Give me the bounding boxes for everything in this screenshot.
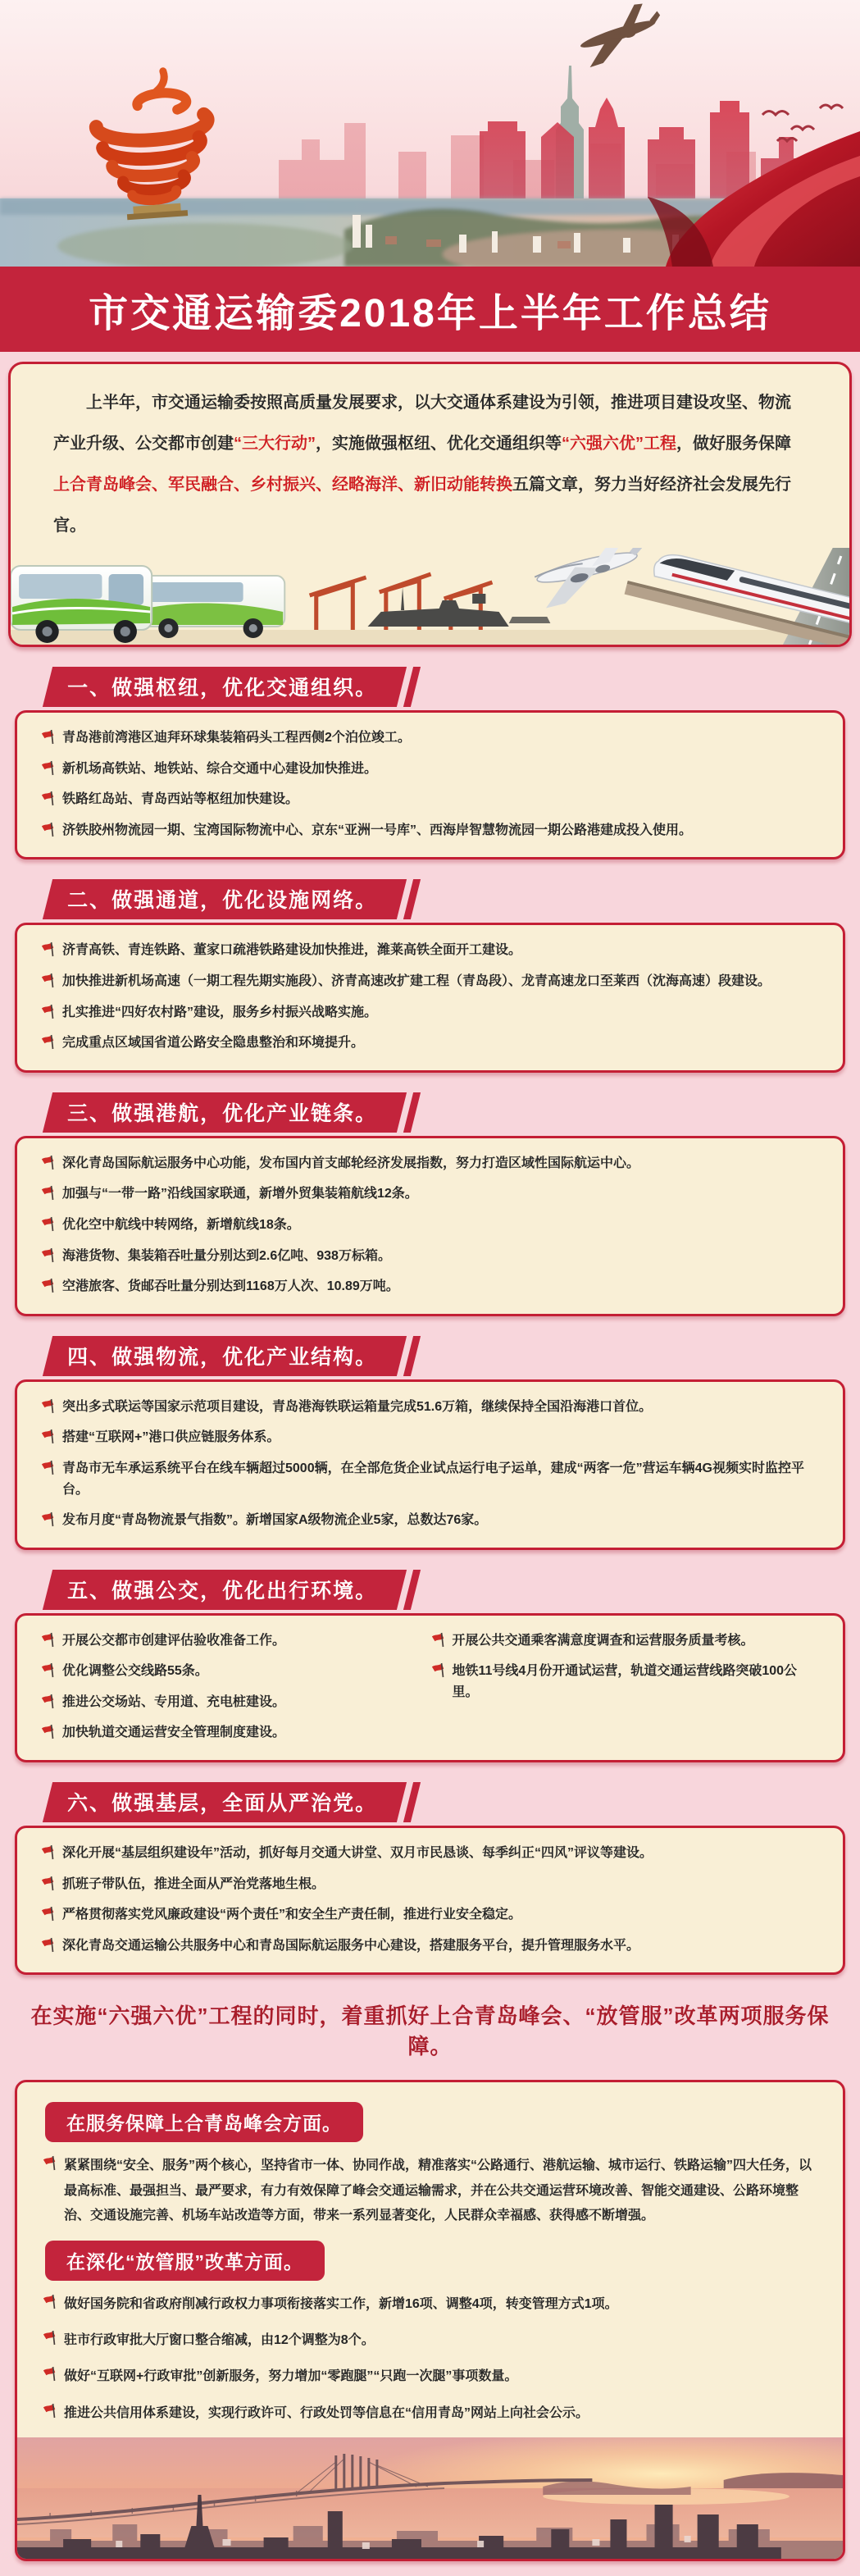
section-column (40, 1843, 820, 1966)
section (0, 1782, 860, 1975)
flag-icon (40, 1511, 54, 1527)
plain-text: 上半年，市交通运输委按照高质量发展要求，以大交通体系建设为引领，推进项目建设攻坚、物流产业升级、公交都市创建 (53, 394, 791, 453)
list-item (40, 1692, 430, 1713)
section-banner (48, 879, 860, 919)
list-item (430, 1661, 821, 1703)
item-text: 发布月度“青岛物流景气指数”。新增国家A级物流企业5家，总数达76家。 (62, 1513, 488, 1528)
list-item (40, 1153, 820, 1174)
list-item (40, 1033, 820, 1054)
summit-header: 在服务保障上合青岛峰会方面。 (45, 2102, 363, 2142)
list-item (42, 2328, 818, 2353)
list-item (40, 1935, 820, 1957)
list-item (40, 1630, 430, 1652)
flag-icon (40, 1876, 54, 1891)
intro-paragraph (11, 364, 849, 548)
flag-icon (40, 1906, 54, 1922)
flag-icon (430, 1632, 444, 1648)
accent-text: 上合青岛峰会、军民融合、乡村振兴、经略海洋、新旧动能转换 (53, 476, 512, 494)
sections (0, 667, 860, 1975)
flag-icon (40, 1278, 54, 1293)
flag-icon (40, 1632, 54, 1648)
section-box (15, 1613, 845, 1762)
summit-reform-box (15, 2080, 845, 2561)
list-item (40, 1276, 820, 1297)
section-title: 三、做强港航，优化产业链条。 (67, 1101, 378, 1125)
flag-icon (40, 973, 54, 988)
flag-icon (42, 2155, 56, 2171)
flag-icon (40, 1694, 54, 1709)
flag-icon (42, 2403, 56, 2419)
item-text: 空港旅客、货邮吞吐量分别达到1168万人次、10.89万吨。 (62, 1279, 399, 1294)
section-column (40, 1153, 820, 1307)
item-text: 搭建“互联网+”港口供应链服务体系。 (62, 1430, 280, 1445)
section (0, 879, 860, 1072)
list-item (40, 1427, 820, 1448)
item-text: 推进公交场站、专用道、充电桩建设。 (62, 1694, 286, 1709)
flag-icon (40, 941, 54, 957)
list-item (40, 1215, 820, 1236)
item-text: 推进公共信用体系建设，实现行政许可、行政处罚等信息在“信用青岛”网站上向社会公示。 (64, 2405, 589, 2420)
plain-text: ，实施做强枢纽、优化交通组织等 (316, 435, 562, 453)
section-banner (48, 1570, 860, 1610)
intro-box (8, 362, 852, 647)
flag-icon (430, 1662, 444, 1678)
item-text: 做好“互联网+行政审批”创新服务，努力增加“零跑腿”“只跑一次腿”事项数量。 (64, 2369, 518, 2384)
flag-icon (40, 1937, 54, 1953)
collage-airplane (529, 548, 653, 609)
item-text: 深化青岛交通运输公共服务中心和青岛国际航运服务中心建设，搭建服务平台，提升管理服务水平。 (62, 1938, 640, 1953)
section-column (40, 727, 820, 850)
list-item (40, 1397, 820, 1418)
list-item (40, 1874, 820, 1895)
item-text: 济铁胶州物流园一期、宝湾国际物流中心、京东“亚洲一号库”、西海岸智慧物流园一期公路港建成投入使用。 (62, 823, 693, 837)
flag-icon (40, 1216, 54, 1232)
section-column (40, 1630, 430, 1753)
section-title: 二、做强通道，优化设施网络。 (67, 889, 378, 913)
item-text: 优化空中航线中转网络，新增航线18条。 (62, 1217, 300, 1232)
section-box (15, 1379, 845, 1550)
list-item (40, 727, 820, 749)
flag-icon (40, 1724, 54, 1739)
flag-icon (42, 2366, 56, 2382)
section-title: 五、做强公交，优化出行环境。 (67, 1579, 378, 1603)
list-item (40, 1722, 430, 1744)
item-text: 铁路红岛站、青岛西站等枢纽加快建设。 (62, 792, 299, 807)
section-banner (48, 1092, 860, 1133)
list-item (42, 2154, 818, 2228)
transport-collage-image (11, 548, 849, 645)
section-box (15, 710, 845, 859)
section-banner (48, 667, 860, 707)
section-box (15, 1826, 845, 1975)
flag-icon (40, 760, 54, 776)
item-text: 开展公交都市创建评估验收准备工作。 (62, 1633, 286, 1648)
list-item (40, 1002, 820, 1024)
item-text: 优化调整公交线路55条。 (62, 1664, 208, 1679)
hero-skyline-image (0, 0, 860, 267)
flag-icon (40, 1662, 54, 1678)
list-item (40, 940, 820, 961)
list-item (42, 2364, 818, 2389)
section-column (40, 1397, 820, 1541)
sunset-bridge-photo (17, 2437, 843, 2559)
item-text: 青岛港前湾港区迪拜环球集装箱码头工程西侧2个泊位竣工。 (62, 731, 411, 745)
section (0, 667, 860, 859)
reform-items (17, 2292, 843, 2427)
item-text: 抓班子带队伍，推进全面从严治党落地生根。 (62, 1876, 325, 1891)
summit-items (17, 2154, 843, 2228)
list-item (40, 789, 820, 810)
list-item (40, 1510, 820, 1531)
section (0, 1570, 860, 1762)
accent-text: “六强六优”工程 (562, 435, 676, 453)
item-text: 严格贯彻落实党风廉政建设“两个责任”和安全生产责任制，推进行业安全稳定。 (62, 1908, 522, 1922)
flag-icon (40, 1460, 54, 1475)
section-title: 四、做强物流，优化产业结构。 (67, 1345, 378, 1369)
flag-icon (40, 1034, 54, 1050)
list-item (40, 1661, 430, 1682)
item-text: 紧紧围绕“安全、服务”两个核心，坚持省市一体、协同作战，精准落实“公路通行、港航运输、城市运行、铁路运输”四大任务，以最高标准、最强担当、最严要求，有力有效保障了峰会交通运输需求，并在公共交通运营环境改善、智能交通建设、公路环境整治、交通设施完善、机场车站改造等方面，带来一系列显著变化，人民群众幸福感、获得感不断增强。 (64, 2159, 812, 2223)
list-item (40, 1843, 820, 1864)
item-text: 济青高铁、青连铁路、董家口疏港铁路建设加快推进，潍莱高铁全面开工建设。 (62, 943, 522, 958)
section-banner (48, 1782, 860, 1822)
flag-icon (40, 729, 54, 745)
list-item (40, 1904, 820, 1926)
plain-text: ，做好服务保障 (676, 435, 791, 453)
section-box (15, 1136, 845, 1316)
title-band (0, 267, 860, 352)
flag-icon (40, 1844, 54, 1860)
flag-icon (40, 1398, 54, 1414)
list-item (40, 820, 820, 841)
item-text: 加快推进新机场高速（一期工程先期实施段）、济青高速改扩建工程（青岛段）、龙青高速龙口至莱西（沈海高速）段建设。 (62, 973, 771, 988)
item-text: 驻市行政审批大厅窗口整合缩减，由12个调整为8个。 (64, 2333, 375, 2347)
flag-icon (40, 1429, 54, 1444)
list-item (40, 1458, 820, 1500)
flag-icon (42, 2294, 56, 2309)
list-item (42, 2292, 818, 2317)
section-box (15, 923, 845, 1072)
flag-icon (40, 1185, 54, 1201)
list-item (40, 971, 820, 992)
section-column (40, 940, 820, 1063)
hero-image (0, 0, 860, 267)
plain-text: 五篇文章，努力当好经济社会发展先行官。 (53, 476, 791, 535)
item-text: 深化青岛国际航运服务中心功能，发布国内首支邮轮经济发展指数，努力打造区域性国际航运中心。 (62, 1156, 640, 1170)
item-text: 开展公共交通乘客满意度调查和运营服务质量考核。 (452, 1633, 754, 1648)
item-text: 新机场高铁站、地铁站、综合交通中心建设加快推进。 (62, 761, 378, 776)
item-text: 做好国务院和省政府削减行政权力事项衔接落实工作，新增16项、调整4项，转变管理方式1项。 (64, 2296, 618, 2311)
list-item (40, 1183, 820, 1205)
flag-icon (40, 1155, 54, 1170)
flag-icon (40, 791, 54, 806)
item-text: 加快轨道交通运营安全管理制度建设。 (62, 1726, 286, 1740)
list-item (40, 1246, 820, 1267)
section-title: 一、做强枢纽，优化交通组织。 (67, 677, 378, 700)
flag-icon (40, 1247, 54, 1263)
item-text: 地铁11号线4月份开通试运营，轨道交通运营线路突破100公里。 (452, 1664, 798, 1699)
list-item (40, 759, 820, 780)
item-text: 突出多式联运等国家示范项目建设，青岛港海铁联运箱量完成51.6万箱，继续保持全国沿海港口首位。 (62, 1399, 653, 1414)
item-text: 深化开展“基层组织建设年”活动，抓好每月交通大讲堂、双月市民恳谈、每季纠正“四风”评议等建设。 (62, 1846, 653, 1861)
item-text: 扎实推进“四好农村路”建设，服务乡村振兴战略实施。 (62, 1005, 378, 1019)
section-title: 六、做强基层，全面从严治党。 (67, 1792, 378, 1816)
accent-text: “三大行动” (234, 435, 316, 453)
item-text: 海港货物、集装箱吞吐量分别达到2.6亿吨、938万标箱。 (62, 1248, 391, 1263)
flag-icon (40, 1004, 54, 1019)
list-item (430, 1630, 821, 1652)
section (0, 1092, 860, 1316)
flag-icon (40, 822, 54, 837)
section-banner (48, 1336, 860, 1376)
section-column (430, 1630, 821, 1753)
section (0, 1336, 860, 1550)
reform-header: 在深化“放管服”改革方面。 (45, 2241, 325, 2281)
item-text: 完成重点区域国省道公路安全隐患整治和环境提升。 (62, 1036, 365, 1051)
item-text: 加强与“一带一路”沿线国家联通，新增外贸集装箱航线12条。 (62, 1187, 418, 1201)
conclusion-line: 在实施“六强六优”工程的同时，着重抓好上合青岛峰会、“放管服”改革两项服务保障。 (30, 2004, 830, 2059)
list-item (42, 2401, 818, 2426)
flag-icon (42, 2330, 56, 2346)
item-text: 青岛市无车承运系统平台在线车辆超过5000辆，在全部危货企业试点运行电子运单，建成“两客一危”营运车辆4G视频实时监控平台。 (62, 1461, 804, 1497)
page-title: 市交通运输委2018年上半年工作总结 (89, 291, 771, 335)
